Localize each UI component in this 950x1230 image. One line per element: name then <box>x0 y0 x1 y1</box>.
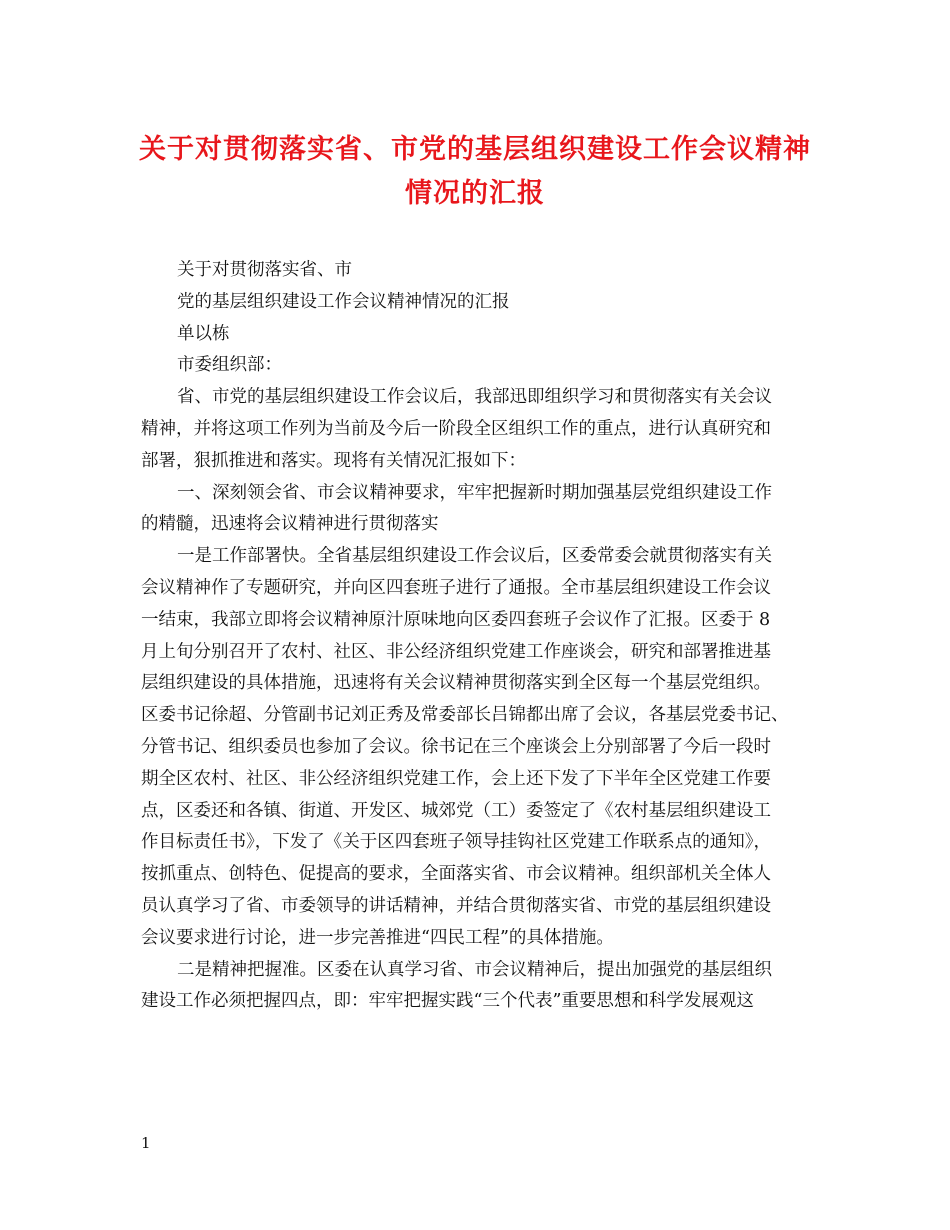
body-line: 会议要求进行讨论，进一步完善推进“四民工程”的具体措施。 <box>141 927 614 948</box>
body-line: 建设工作必须把握四点，即：牢牢把握实践“三个代表”重要思想和科学发展观这 <box>141 991 754 1012</box>
body-line: 精神，并将这项工作列为当前及今后一阶段全区组织工作的重点，进行认真研究和 <box>141 418 771 439</box>
body-line: 区委书记徐超、分管副书记刘正秀及常委部长吕锦都出席了会议，各基层党委书记、 <box>141 705 789 726</box>
body-line: 层组织建设的具体措施，迅速将有关会议精神贯彻落实到全区每一个基层党组织。 <box>141 673 771 694</box>
body-line: 部署，狠抓推进和落实。现将有关情况汇报如下： <box>141 450 526 471</box>
document-title <box>100 128 850 216</box>
body-line: 月上旬分别召开了农村、社区、非公经济组织党建工作座谈会，研究和部署推进基 <box>141 641 771 662</box>
body-line: 单以栋 <box>177 323 230 344</box>
body-line: 分管书记、组织委员也参加了会议。徐书记在三个座谈会上分别部署了今后一段时 <box>141 736 771 757</box>
body-line: 期全区农村、社区、非公经济组织党建工作，会上还下发了下半年全区党建工作要 <box>141 768 771 789</box>
title-line: 关于对贯彻落实省、市党的基层组织建设工作会议精神 <box>139 134 811 165</box>
body-line: 点，区委还和各镇、街道、开发区、城郊党（工）委签定了《农村基层组织建设工 <box>141 800 771 821</box>
body-line: 按抓重点、创特色、促提高的要求，全面落实省、市会议精神。组织部机关全体人 <box>141 864 771 885</box>
body-line: 一是工作部署快。全省基层组织建设工作会议后，区委常委会就贯彻落实有关 <box>177 546 772 567</box>
body-line: 的精髓，迅速将会议精神进行贯彻落实 <box>141 514 439 535</box>
document-body <box>141 255 813 1018</box>
body-line: 关于对贯彻落实省、市 <box>177 260 352 280</box>
body-line: 一、深刻领会省、市会议精神要求，牢牢把握新时期加强基层党组织建设工作 <box>177 482 772 503</box>
body-line: 一结束，我部立即将会议精神原汁原味地向区委四套班子会议作了汇报。区委于 8 <box>141 609 771 630</box>
body-line: 省、市党的基层组织建设工作会议后，我部迅即组织学习和贯彻落实有关会议 <box>177 387 772 408</box>
page-number: 1 <box>141 1134 151 1152</box>
body-line: 作目标责任书》，下发了《关于区四套班子领导挂钩社区党建工作联系点的通知》， <box>141 832 771 853</box>
body-line: 会议精神作了专题研究，并向区四套班子进行了通报。全市基层组织建设工作会议 <box>141 577 771 598</box>
body-line: 市委组织部： <box>177 355 282 376</box>
body-line: 员认真学习了省、市委领导的讲话精神，并结合贯彻落实省、市党的基层组织建设 <box>141 895 771 916</box>
body-line: 二是精神把握准。区委在认真学习省、市会议精神后，提出加强党的基层组织 <box>177 959 772 980</box>
body-line: 党的基层组织建设工作会议精神情况的汇报 <box>177 291 510 312</box>
title-line: 情况的汇报 <box>405 178 545 209</box>
